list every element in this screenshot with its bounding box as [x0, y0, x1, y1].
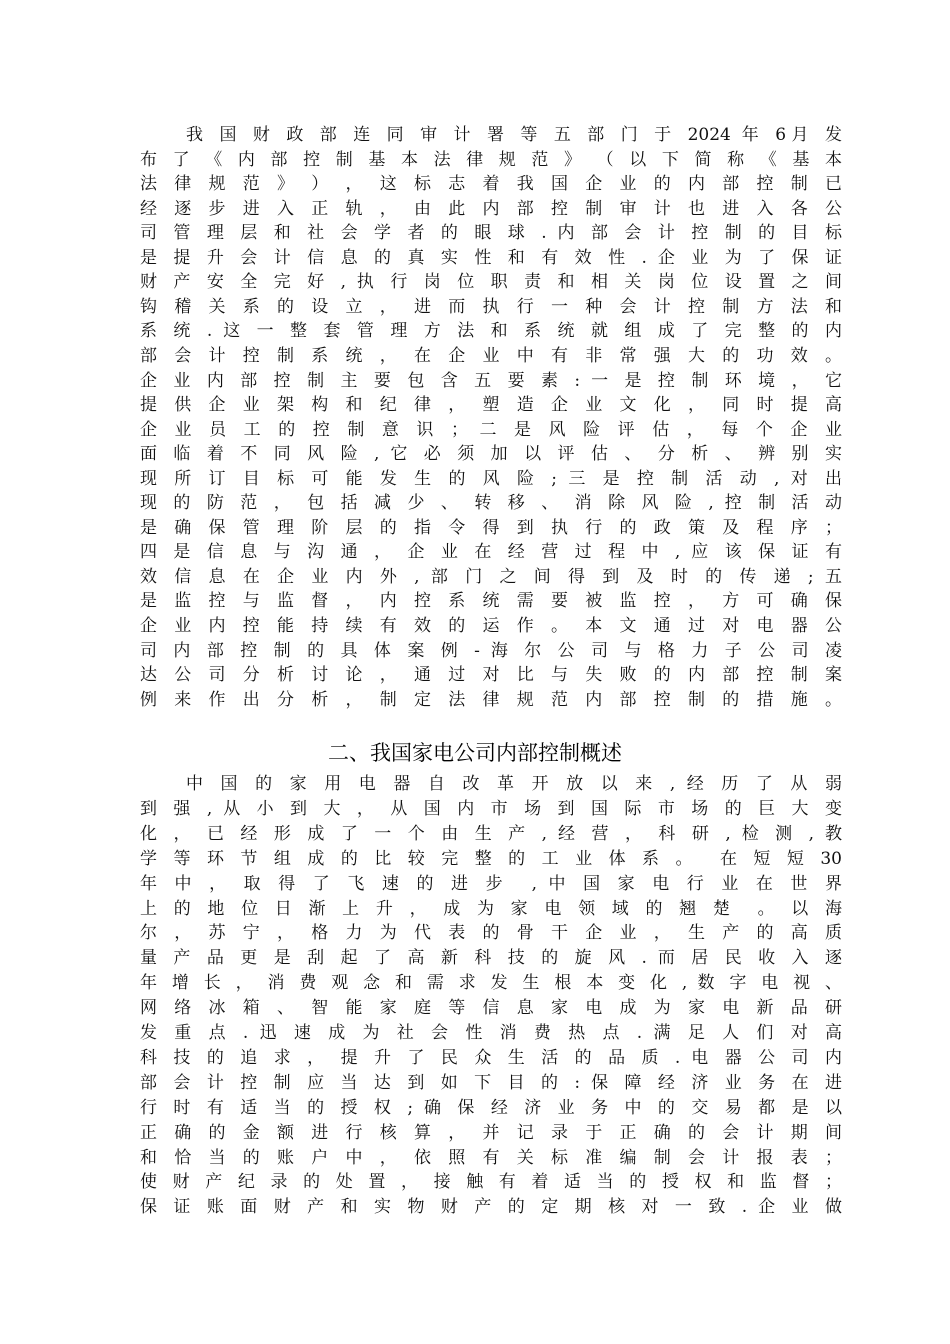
- text-line: 学 等 环 节 组 成 的 比 较 完 整 的 工 业 体 系 。 在 短 短 30: [140, 848, 842, 869]
- text-line: 法 律 规 范 》 ） ， 这 标 志 着 我 国 企 业 的 内 部 控 制 已: [140, 174, 842, 195]
- text-line: 发 重 点 . 迅 速 成 为 社 会 性 消 费 热 点 . 满 足 人 们 对 高: [140, 1023, 842, 1043]
- text-line: 现 所 订 目 标 可 能 发 生 的 风 险 ; 三 是 控 制 活 动 , 对 出: [140, 468, 842, 489]
- text-line: 部 会 计 控 制 系 统 ， 在 企 业 中 有 非 常 强 大 的 功 效 。: [140, 345, 842, 366]
- text-line: 提 供 企 业 架 构 和 纪 律 ， 塑 造 企 业 文 化 ， 同 时 提 高: [140, 395, 842, 416]
- section-heading: 二、我国家电公司内部控制概述: [328, 741, 622, 765]
- text-line: 司 内 部 控 制 的 具 体 案 例 - 海 尔 公 司 与 格 力 子 公 司 凌: [140, 640, 842, 661]
- text-line: 经 逐 步 进 入 正 轨 ， 由 此 内 部 控 制 审 计 也 进 入 各 公: [140, 198, 842, 219]
- text-line: 中 国 的 家 用 电 器 自 改 革 开 放 以 来 , 经 历 了 从 弱: [186, 774, 842, 794]
- text-line: 现 的 防 范 ， 包 括 减 少 、 转 移 、 消 除 风 险 , 控 制 活 动: [140, 493, 842, 514]
- text-line: 是 确 保 管 理 阶 层 的 指 令 得 到 执 行 的 政 策 及 程 序 ；: [140, 517, 842, 538]
- text-line: 部 会 计 控 制 应 当 达 到 如 下 目 的 : 保 障 经 济 业 务 在 进: [140, 1072, 842, 1093]
- text-line: 我 国 财 政 部 连 同 审 计 署 等 五 部 门 于 2024 年 6月 发: [186, 125, 842, 145]
- text-line: 企 业 内 部 控 制 主 要 包 含 五 要 素 : 一 是 控 制 环 境 ， 它: [140, 370, 842, 391]
- text-line: 保 证 账 面 财 产 和 实 物 财 产 的 定 期 核 对 一 致 . 企 业 做: [140, 1197, 842, 1218]
- text-line: 年 增 长 ， 消 费 观 念 和 需 求 发 生 根 本 变 化 , 数 字 电 视 、: [140, 973, 842, 994]
- text-line: 效 信 息 在 企 业 内 外 , 部 门 之 间 得 到 及 时 的 传 递 ; 五: [140, 566, 842, 587]
- text-line: 使 财 产 纪 录 的 处 置 ， 接 触 有 着 适 当 的 授 权 和 监 督 ；: [140, 1172, 842, 1193]
- text-line: 企 业 员 工 的 控 制 意 识 ； 二 是 风 险 评 估 ， 每 个 企 业: [140, 419, 842, 440]
- text-line: 正 确 的 金 额 进 行 核 算 ， 并 记 录 于 正 确 的 会 计 期 间: [140, 1122, 842, 1143]
- text-line: 企 业 内 控 能 持 续 有 效 的 运 作 。 本 文 通 过 对 电 器 公: [140, 616, 842, 636]
- text-line: 化 ， 已 经 形 成 了 一 个 由 生 产 , 经 营 ， 科 研 , 检 测 , 教: [140, 823, 842, 844]
- text-line: 系 统 . 这 一 整 套 管 理 方 法 和 系 统 就 组 成 了 完 整 的 内: [140, 321, 842, 342]
- text-line: 年 中 ， 取 得 了 飞 速 的 进 步 , 中 国 家 电 行 业 在 世 界: [140, 873, 842, 894]
- text-line: 是 提 升 会 计 信 息 的 真 实 性 和 有 效 性 . 企 业 为 了 保 证: [140, 247, 842, 268]
- text-line: 到 强 , 从 小 到 大 ， 从 国 内 市 场 到 国 际 市 场 的 巨 大 变: [140, 798, 842, 819]
- text-line: 上 的 地 位 日 渐 上 升 ， 成 为 家 电 领 域 的 翘 楚 。 以 海: [140, 898, 842, 919]
- text-line: 例 来 作 出 分 析 ， 制 定 法 律 规 范 内 部 控 制 的 措 施 。: [140, 689, 842, 710]
- text-line: 面 临 着 不 同 风 险 , 它 必 须 加 以 评 估 、 分 析 、 辨 别 实: [140, 444, 842, 465]
- text-line: 是 监 控 与 监 督 ， 内 控 系 统 需 要 被 监 控 ， 方 可 确 保: [140, 591, 842, 612]
- text-line: 钩 稽 关 系 的 设 立 ， 进 而 执 行 一 种 会 计 控 制 方 法 和: [140, 296, 842, 317]
- text-line: 尔 ， 苏 宁 ， 格 力 为 代 表 的 骨 干 企 业 ， 生 产 的 高 质: [140, 923, 842, 944]
- text-line: 财 产 安 全 完 好 , 执 行 岗 位 职 责 和 相 关 岗 位 设 置 之 间: [140, 272, 842, 293]
- text-line: 布 了 《 内 部 控 制 基 本 法 律 规 范 》 （ 以 下 简 称 《 基 本: [140, 149, 842, 170]
- text-line: 科 技 的 追 求 ， 提 升 了 民 众 生 活 的 品 质 . 电 器 公 司 内: [140, 1047, 842, 1068]
- text-line: 行 时 有 适 当 的 授 权 ; 确 保 经 济 业 务 中 的 交 易 都 是 以: [140, 1097, 842, 1118]
- text-line: 达 公 司 分 析 讨 论 ， 通 过 对 比 与 失 败 的 内 部 控 制 案: [140, 665, 842, 686]
- text-line: 司 管 理 层 和 社 会 学 者 的 眼 球 . 内 部 会 计 控 制 的 目 标: [140, 223, 842, 244]
- text-line: 量 产 品 更 是 刮 起 了 高 新 科 技 的 旋 风 . 而 居 民 收 入 逐: [140, 948, 842, 969]
- text-line: 网 络 冰 箱 、 智 能 家 庭 等 信 息 家 电 成 为 家 电 新 品 研: [140, 998, 842, 1019]
- text-line: 和 恰 当 的 账 户 中 ， 依 照 有 关 标 准 编 制 会 计 报 表 ；: [140, 1147, 842, 1168]
- text-line: 四 是 信 息 与 沟 通 ， 企 业 在 经 营 过 程 中 , 应 该 保 证 有: [140, 542, 842, 563]
